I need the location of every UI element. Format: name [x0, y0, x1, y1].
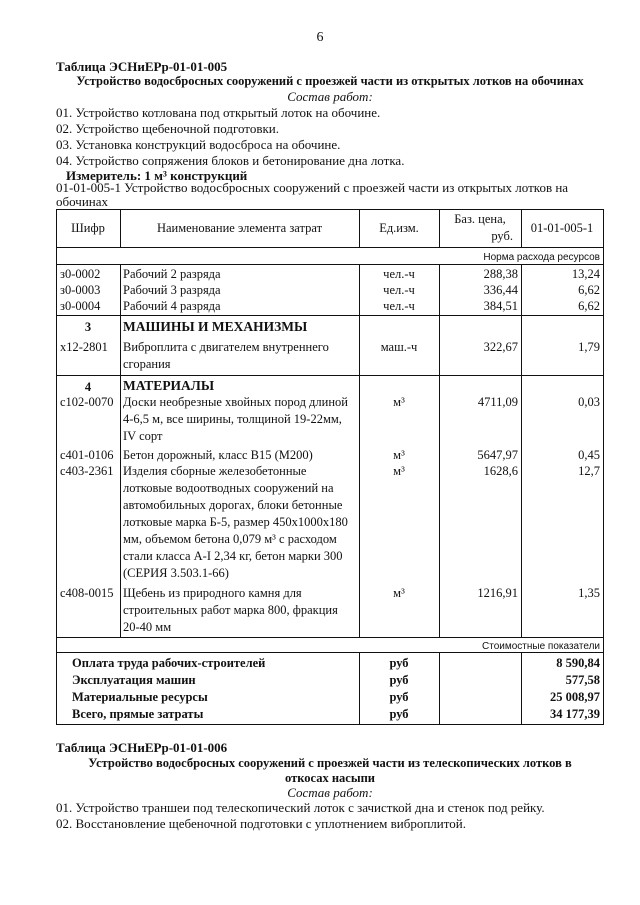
resource-table [56, 209, 604, 725]
row-unit: м³ [393, 395, 405, 409]
row-code: с102-0070 [60, 395, 114, 409]
row-price: 322,67 [483, 340, 518, 354]
row-name-cont: 4-6,5 м, все ширины, толщиной 19-22мм, [123, 412, 342, 426]
row-name-cont: лотковые марка Б-5, размер 450х1000х180 [123, 515, 348, 529]
row-name: Щебень из природного камня для [123, 586, 302, 600]
row-norm: 6,62 [578, 283, 600, 297]
row-price: 288,38 [483, 267, 518, 281]
work-item: 01. Устройство котлована под открытый лоток на обочине. [56, 105, 381, 120]
header-price: Баз. цена, [454, 212, 506, 226]
section-number: 4 [84, 380, 92, 394]
row-code: с408-0015 [60, 586, 114, 600]
row-name: Рабочий 4 разряда [123, 299, 221, 313]
row-unit: чел.-ч [383, 299, 415, 313]
row-price: 4711,09 [477, 395, 518, 409]
cost-label: Стоимостные показатели [482, 641, 600, 652]
row-norm: 1,35 [578, 586, 600, 600]
row-price: 5647,97 [477, 448, 518, 462]
work-item: 04. Устройство сопряжения блоков и бетонирование дна лотка. [56, 153, 405, 168]
row-norm: 0,03 [578, 395, 600, 409]
cost-unit: руб [389, 656, 409, 670]
row-code: з0-0003 [60, 283, 101, 297]
row-unit: чел.-ч [383, 267, 415, 281]
row-unit: м³ [393, 586, 405, 600]
table-subtitle: Устройство водосбросных сооружений с проезжей части из открытых лотков на обочинах [76, 74, 584, 88]
row-name: Бетон дорожный, класс В15 (М200) [123, 448, 313, 462]
cost-name: Материальные ресурсы [72, 690, 208, 704]
row-norm: 13,24 [571, 267, 600, 281]
header-code: Шифр [71, 221, 105, 235]
row-name: Рабочий 2 разряда [123, 267, 221, 281]
row-price: 384,51 [483, 299, 518, 313]
row-unit: чел.-ч [383, 283, 415, 297]
section-title: МАШИНЫ И МЕХАНИЗМЫ [123, 319, 308, 334]
cost-value: 34 177,39 [550, 707, 600, 721]
row-name: Изделия сборные железобетонные [123, 464, 307, 478]
header-price-unit: руб. [491, 229, 513, 243]
row-name-cont: IV сорт [123, 429, 163, 443]
header-name: Наименование элемента затрат [156, 221, 323, 235]
page-number: 6 [316, 30, 324, 45]
table2-title: Таблица ЭСНиЕРр-01-01-006 [56, 740, 228, 755]
row-name-cont: сгорания [123, 357, 171, 371]
row-unit: м³ [393, 464, 405, 478]
work-heading: Состав работ: [287, 89, 373, 104]
row-name-cont: (СЕРИЯ 3.503.1-66) [123, 566, 229, 580]
cost-name: Эксплуатация машин [72, 673, 196, 687]
table2-work-item: 01. Устройство траншеи под телескопический лоток с зачисткой дна и стенок под рейку. [56, 800, 545, 815]
cost-unit: руб [389, 673, 409, 687]
row-name: Доски необрезные хвойных пород длиной [123, 395, 348, 409]
row-price: 336,44 [483, 283, 518, 297]
row-code: з0-0002 [60, 267, 101, 281]
table2-subtitle-cont: откосах насыпи [284, 771, 375, 785]
table-title: Таблица ЭСНиЕРр-01-01-005 [56, 59, 228, 74]
section-title: МАТЕРИАЛЫ [123, 378, 215, 393]
row-price: 1216,91 [477, 586, 518, 600]
cost-unit: руб [389, 707, 409, 721]
row-norm: 1,79 [578, 340, 600, 354]
row-code: с401-0106 [60, 448, 114, 462]
section-number: 3 [84, 320, 92, 334]
row-name-cont: строительных работ марка 800, фракция [123, 603, 338, 617]
cost-value: 8 590,84 [556, 656, 600, 670]
cost-unit: руб [389, 690, 409, 704]
cost-value: 25 008,97 [550, 690, 600, 704]
row-name-cont: мм, объемом бетона 0,079 м³ с расходом [123, 532, 337, 546]
code-description-cont: обочинах [56, 194, 108, 209]
row-price: 1628,6 [483, 464, 518, 478]
meter-label: Измеритель: 1 м³ конструкций [66, 168, 248, 183]
row-name-cont: автомобильных дорогах, блоки бетонные [123, 498, 343, 512]
code-description: 01-01-005-1 Устройство водосбросных сооружений с проезжей части из открытых лотков на [56, 180, 569, 195]
row-code: з0-0004 [60, 299, 101, 313]
table2-subtitle: Устройство водосбросных сооружений с проезжей части из телескопических лотков в [88, 756, 572, 770]
row-unit: м³ [393, 448, 405, 462]
row-norm: 6,62 [578, 299, 600, 313]
cost-value: 577,58 [565, 673, 600, 687]
row-code: с403-2361 [60, 464, 114, 478]
row-unit: маш.-ч [380, 340, 418, 354]
row-name: Рабочий 3 разряда [123, 283, 221, 297]
cost-name: Оплата труда рабочих-строителей [72, 656, 266, 670]
row-name-cont: стали класса А-I 2,34 кг, бетон марки 300 [123, 549, 343, 563]
work-item: 02. Устройство щебеночной подготовки. [56, 121, 279, 136]
row-name-cont: лотковые водоотводных сооружений на [123, 481, 334, 495]
norm-label: Норма расхода ресурсов [483, 252, 600, 263]
row-norm: 12,7 [578, 464, 600, 478]
row-norm: 0,45 [578, 448, 600, 462]
row-name-cont: 20-40 мм [123, 620, 172, 634]
row-code: х12-2801 [60, 340, 108, 354]
cost-name: Всего, прямые затраты [72, 707, 204, 721]
header-unit: Ед.изм. [379, 221, 419, 235]
row-name: Виброплита с двигателем внутреннего [123, 340, 329, 354]
header-column: 01-01-005-1 [530, 221, 594, 235]
table2-work-heading: Состав работ: [287, 785, 373, 800]
work-item: 03. Установка конструкций водосброса на обочине. [56, 137, 341, 152]
table2-work-item: 02. Восстановление щебеночной подготовки с уплотнением виброплитой. [56, 816, 466, 831]
